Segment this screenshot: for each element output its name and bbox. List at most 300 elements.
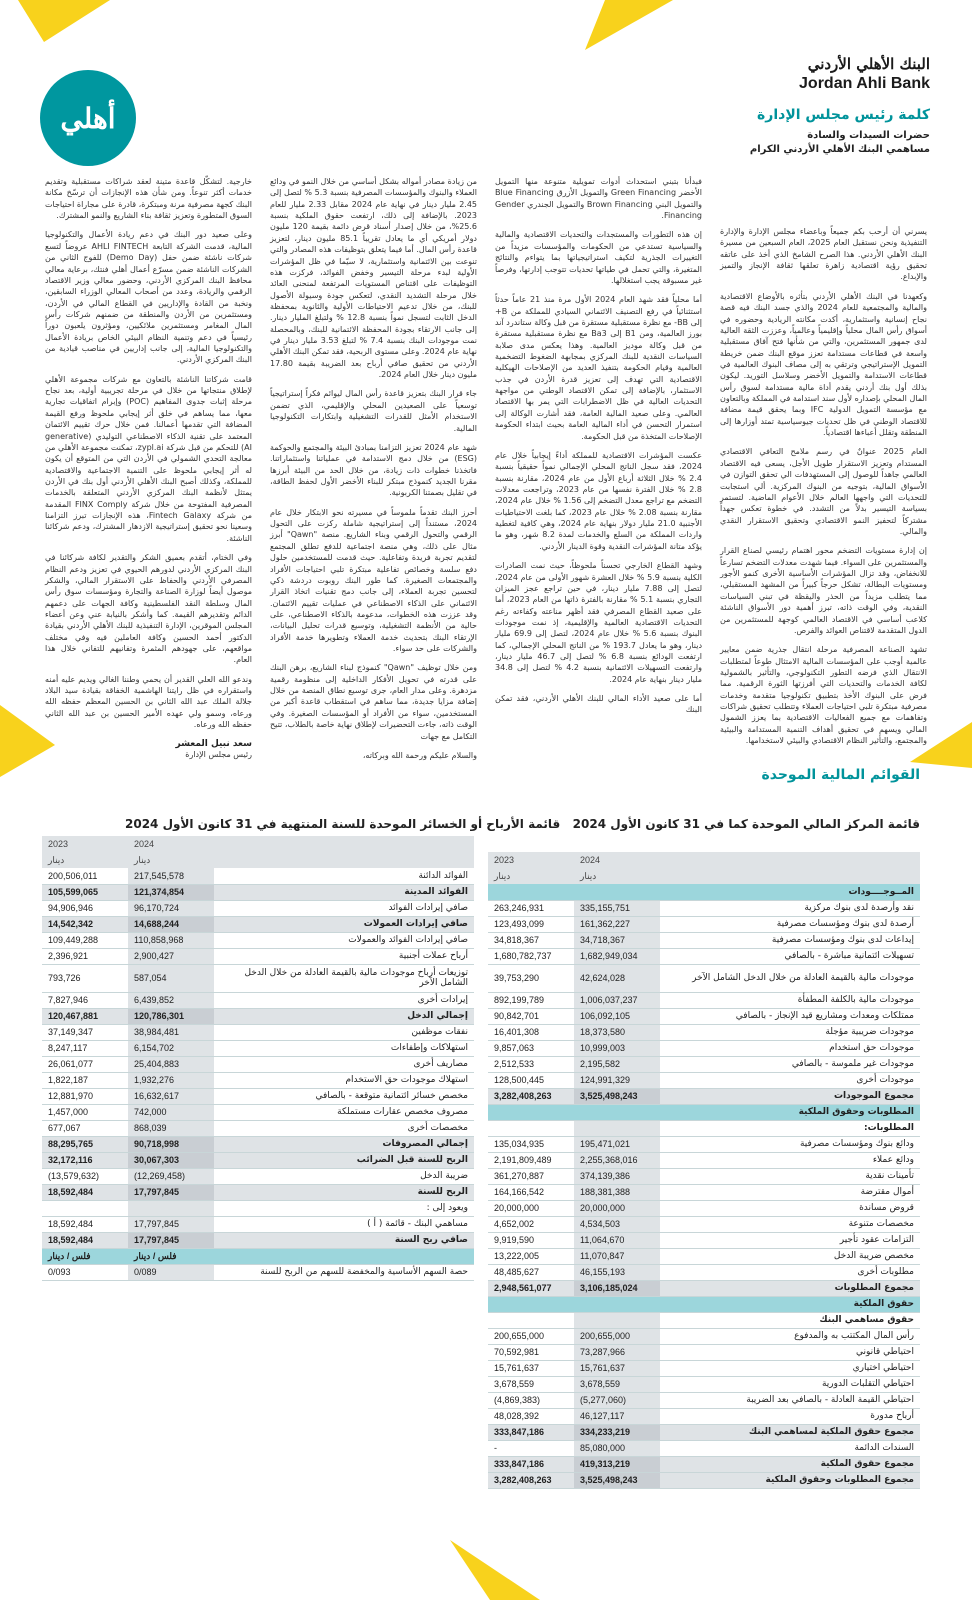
value-2023: 2,191,809,489 (488, 1152, 574, 1168)
row-label: استهلاكات وإطفاءات (214, 1040, 474, 1056)
row-label: حقوق الملكية (660, 1296, 920, 1312)
value-2024: 3,678,559 (574, 1376, 660, 1392)
header-blank (660, 852, 920, 868)
salutation (610, 129, 930, 156)
value-2023: 34,818,367 (488, 932, 574, 948)
value-2024: 73,287,966 (574, 1344, 660, 1360)
value-2024: 96,170,724 (128, 900, 214, 916)
value-2023: 9,857,063 (488, 1040, 574, 1056)
paragraph: ومن خلال توظيف "Qawn" كنموذج لبناء الشاريع، برهن البنك على قدرته في تحويل الأفكار الداخلية إلى منظومة رقمية مزدهرة. وعلى مدار العام، جرى توسيع نطاق المنصة من خلال إضافة مزايا جديدة، مما ساهم في استقطاب قاعدة أكبر من المستخدمين، سواء من الأفراد أو المؤسسات الصغيرة. وفي الوقت ذاته، جاءت التحضيرات لإطلاق نهاية خاصة بالطلاب، تتيح التكامل مع جهات (270, 663, 477, 741)
row-label: صافي إيرادات الفوائد والعمولات (214, 932, 474, 948)
value-2023: 128,500,445 (488, 1072, 574, 1088)
yellow-triangle-top-left (0, 0, 130, 60)
value-2024: 6,439,852 (128, 992, 214, 1008)
value-2024: 6,154,702 (128, 1040, 214, 1056)
table-row (488, 1312, 920, 1328)
row-label: مخصص خسائر ائتمانية متوقعة - بالصافي (214, 1088, 474, 1104)
value-2024: 195,471,021 (574, 1136, 660, 1152)
value-2024: 17,797,845 (128, 1184, 214, 1200)
table-row (488, 884, 920, 900)
table-row (488, 1168, 920, 1184)
value-2023: 26,061,077 (42, 1056, 128, 1072)
value-2024 (574, 1296, 660, 1312)
table-row (488, 1184, 920, 1200)
row-label: المطلوبات: (660, 1120, 920, 1136)
value-2023: 2,512,533 (488, 1056, 574, 1072)
letter-column-3 (270, 176, 478, 760)
table-row (488, 1328, 920, 1344)
row-label: الفوائد المدينة (214, 884, 474, 900)
value-2024: 14,688,244 (128, 916, 214, 932)
row-label: المــوجــــودات (660, 884, 920, 900)
signature-name: سعد نبيل المعشر (175, 738, 252, 749)
header-year-2023: 2023 (488, 852, 574, 868)
table-row (42, 1056, 474, 1072)
bank-name-english: Jordan Ahli Bank (799, 75, 930, 92)
paragraph: إن إدارة مستويات التضخم محور اهتمام رئيسي لصناع القرار والمستثمرين على السواء. فيما شهدت معدلات التضخم تسارعاً للانخفاض، وقد تزال المؤشرات الأساسية الأخرى كنمو الأجور ومستويات البطالة، تشكل حرجاً كبيراً من المشهد المستقبلي، مما يتطلب مزيداً من الحذر واليقظة في تبني السياسات النقدية، وفي الوقت ذاته، تبرز أهمية دور الأسواق الناشئة كلاعب أساسي في الاقتصاد العالمي كوجهة للمستثمرين من الدول المتقدمة لاقتناص العوائد والفرص. (720, 546, 927, 635)
value-2024: 46,127,117 (574, 1408, 660, 1424)
row-label: موجودات مالية بالقيمة العادلة من خلال الدخل الشامل الآخر (660, 964, 920, 992)
table-row (42, 948, 474, 964)
value-2023: 892,199,789 (488, 992, 574, 1008)
value-2024: فلس / دينار (128, 1248, 214, 1264)
value-2023: 2,948,561,077 (488, 1280, 574, 1296)
value-2023: 8,247,117 (42, 1040, 128, 1056)
table-row (42, 916, 474, 932)
row-label: تأمينات نقدية (660, 1168, 920, 1184)
table-row (488, 1040, 920, 1056)
salutation-line-1: حضرات السيدات والسادة (807, 130, 930, 141)
value-2024: 200,655,000 (574, 1328, 660, 1344)
table-row (488, 1344, 920, 1360)
value-2023: 2,396,921 (42, 948, 128, 964)
paragraph: من زيادة مصادر أمواله بشكل أساسي من خلال النمو في ودائع العملاء والبنوك والمؤسسات المصرفية بنسبة 5.3 % لتصل إلى 2.45 مليار دينار في نهاية عام 2024 مقابل 2.33 مليار للعام 2023. بالإضافة إلى ذلك، ارتفعت حقوق الملكية بنسبة 25.6%، من خلال إصدار أسناد قرض دائمة بقيمة 120 مليون دولار أمريكي أي ما يعادل تقريباً 85.1 مليون دينار، لتعزيز قاعدة رأس المال. أما فيما يتعلق بتوظيفات هذه المصادر والتي تنوعت بين الائتمانية واستثمارية، لا سيّما في ظل المؤشرات الأولية لبدء مرحلة التيسير وخفض الفوائد، فركزت هذه التوظيفات على اقتناص المستويات المرتفعة لمنحنى العائد خلال مرحلة التشديد النقدي، لتعكس جودة وسيولة الأصول للبنك، من خلال تدعيم الاحتياطات الأولية والثانوية بمحفظة الدخل الثابت لتسجل نمواً بنسبة 12.8 % ولتبلغ المليار دينار. إلى جانب الارتقاء بجودة المحفظة الائتمانية للبنك، وبالمحصلة نمت موجودات البنك بنسبة 7.4 % لتبلغ 3.53 مليار دينار في نهاية عام 2024. وعلى مستوى الربحية، فقد تمكن البنك الأهلي الأردني من تحقيق صافي أرباح بعد الضريبة بقيمة 17.80 مليون دينار خلال العام 2024. (270, 177, 478, 380)
row-label: مخصصات أخرى (214, 1120, 474, 1136)
paragraph: أما محلياً فقد شهد العام 2024 الأول مرة منذ 21 عاماً حدثاً استثنائياً في رفع التصنيف الائتماني السيادي للمملكة من B+ إلى BB- مع نظرة مستقبلية مستقرة من قبل وكالة ستاندرد آند بورز العالمية، ومن B1 إلى Ba3 مع نظرة مستقبلية مستقرة من قبل وكالة موديز العالمية. وهذا يعكس مدى صلابة السياسات النقدية للبنك المركزي بمجابهة الضغوط التضخمية العالمية وقيام الحكومة بتنفيذ العديد من الإصلاحات الهيكلية الاقتصادية التي تهدف إلى تعزيز قدرة الأردن في جذب الاستثمار، بالإضافة إلى تمكن الاقتصاد الوطني من مواجهة التحديات العالية في ظل الاضطرابات التي يمر بها الاقتصاد العالمي. وعلى صعيد المالية العامة، فقد أشارت الوكالة إلى استمرار التحسن في أداء المالية العامة بحيث ابتداء الحكومة الإصلاحات المتخذة من قبل الحكومة. (495, 295, 703, 441)
row-label: ودائع بنوك ومؤسسات مصرفية (660, 1136, 920, 1152)
value-2023: 677,067 (42, 1120, 128, 1136)
value-2024: 868,039 (128, 1120, 214, 1136)
row-label: أموال مقترضة (660, 1184, 920, 1200)
row-label: إيداعات لدى بنوك ومؤسسات مصرفية (660, 932, 920, 948)
value-2023: 3,282,408,263 (488, 1088, 574, 1104)
yellow-triangle-top-center (555, 0, 685, 60)
ahli-logo: أهلي (40, 70, 136, 166)
row-label: احتياطي قانوني (660, 1344, 920, 1360)
row-label: احتياطي التقلبات الدورية (660, 1376, 920, 1392)
report-header (610, 55, 930, 156)
row-label: موجودات حق استخدام (660, 1040, 920, 1056)
row-label: مطلوبات أخرى (660, 1264, 920, 1280)
value-2023: 15,761,637 (488, 1360, 574, 1376)
value-2023: 13,222,005 (488, 1248, 574, 1264)
table-row (488, 1104, 920, 1120)
income-statement-table (42, 836, 474, 1281)
row-label: أرباح مدورة (660, 1408, 920, 1424)
value-2024: 38,984,481 (128, 1024, 214, 1040)
signature-title: رئيس مجلس الإدارة (185, 749, 252, 759)
row-label: مجموع المطلوبات (660, 1280, 920, 1296)
table-row (488, 1264, 920, 1280)
value-2024 (574, 1104, 660, 1120)
salutation-line-2: مساهمي البنك الأهلي الأردني الكرام (749, 143, 930, 155)
table-row (42, 1088, 474, 1104)
table-row (42, 1008, 474, 1024)
row-label: صافي إيرادات الفوائد (214, 900, 474, 916)
value-2023: 0/093 (42, 1264, 128, 1280)
row-label (214, 1248, 474, 1264)
value-2024: 1,682,949,034 (574, 948, 660, 964)
row-label: مخصص ضريبة الدخل (660, 1248, 920, 1264)
table-row (488, 1120, 920, 1136)
paragraph: وشهد القطاع الخارجي تحسناً ملحوظاً، حيث نمت الصادرات الكلية بنسبة 5.9 % خلال العشرة شهور الأولى من عام 2024، لتصل إلى 7.88 مليار دينار، في حين تراجع عجز الميزان التجاري بنسبة 5.1 % مقارنة بالفترة ذاتها من العام 2023، أما على صعيد القطاع المصرفي فقد أظهر مناعته وكفاءته رغم التحديات الاقتصادية العالمية والإقليمية، إذ نمت موجودات البنوك بنسبة 5.6 % خلال عام 2024، لتصل إلى 69.9 مليار دينار، وهو ما يعادل 193.7 % من الناتج المحلي الإجمالي، كما ارتفعت الودائع بنسبة 6.8 % لتصل إلى 46.7 مليار دينار، وارتفعت التسهيلات الائتمانية بنسبة 4.2 % لتصل إلى 34.8 مليار دينار بنهاية عام 2024. (495, 561, 703, 684)
paragraph: قامت شركاتنا الناشئة بالتعاون مع شركات مجموعة الأهلي لإطلاق منتجاتها من خلال في مرحلة تجريبية أولية، بعد نجاح مرحلة إثبات جدوى المفاهيم (POC) وإبرام اتفاقيات تجارية معها، مما يساهم في خلق أثر إيجابي ملحوظ ورفع القيمة المضافة التي تقدمها أعمالنا. فمن خلال حرك تقييم الائتمان المعتمد على تقنية الذكاء الاصطناعي التوليدي (generative AI) للتحكم من قبل شركة zypl.ai، تمكنت مجموعة الأهلي من معالجة التحدي الشمولي في الأردن التي من المتوقع أن يكون له أثر إيجابي ملحوظ على التنمية الاجتماعية والاقتصادية للمملكة، وكذلك أصبح البنك الأهلي الأردني أول بنك في الأردن يمتثل لأنظمة البنك المركزي الأردني المتعلقة بالخدمات المصرفية المفتوحة من خلال شركة FINX Comply المقدمة من شركة Fintech Galaxy، هذه الإنجازات تبرز التزامنا وسعينا نحو تحقيق إستراتيجية الازدهار المشترك، ودعم شركائنا الناشئة. (45, 374, 253, 543)
paragraph: يسرني أن أرحب بكم جميعاً وباعضاء مجلس الإدارة والإدارة التنفيذية ونحن نستقبل العام 2025، العام السبعين من مسيرة البنك الأهلي الأردني. هذا الصرح الشامخ الذي أخذ على عاتقه تحقيق رؤية اقتصادية زاهرة تعلقها ثقافة الإنجاز والتميز والإبداع. (720, 227, 927, 282)
header-blank (214, 852, 474, 868)
value-2024: 188,381,388 (574, 1184, 660, 1200)
value-2024: 25,404,883 (128, 1056, 214, 1072)
paragraph: وكعهدنا في البنك الأهلي الأردني بتأثره بالأوضاع الاقتصادية والمالية والمجتمعية للعام 2024 والذي جسد البنك فيه قصة نجاح إنسانية واستثمارية، أكدت مكانته الريادية وحضوره في أسواق رأس المال محلياً وإقليمياً وعالمياً، وعززت الثقة العالية لدى جمهور المستثمرين، والتي من شأنها فتح آفاق مستقبلية واسعة في قطاعات مستدامة تعزز موقع البنك ضمن خريطة التمويل الإستراتيجي وترتقي به إلى مصاف البنوك العالمية في قطاعات الاستدامة والتمويل الأخضر وسلاسل التوريد. ليكون بذلك أول بنك أردني يقدم أداة مالية مستدامة لسوق رأس المال المحلي بإصداره لأول سند استدامة في المملكة وبالتعاون مع مؤسسة التمويل الدولية IFC وبما يحقق قيمة مضافة للاقتصاد الوطني في ظل تحديات جيوسياسية تمتد أوزارها إلى المنطقة وتقلل أعباءها اقتصادياً. (720, 291, 927, 438)
value-2023: 48,028,392 (488, 1408, 574, 1424)
table-header-years (42, 836, 474, 852)
header-blank (214, 836, 474, 852)
row-label: مجموع الموجودات (660, 1088, 920, 1104)
value-2023: (4,869,383) (488, 1392, 574, 1408)
value-2024: 16,632,617 (128, 1088, 214, 1104)
balance-sheet-title: قائمة المركز المالي الموحدة كما في 31 كانون الأول 2024 (572, 817, 920, 831)
row-label: مصروف مخصص عقارات مستملكة (214, 1104, 474, 1120)
row-label: حقوق مساهمي البنك (660, 1312, 920, 1328)
table-row (488, 1056, 920, 1072)
row-label: استهلاك موجودات حق الاستخدام (214, 1072, 474, 1088)
value-2024: 2,255,368,016 (574, 1152, 660, 1168)
paragraph: إن هذه التطورات والمستجدات والتحديات الاقتصادية والمالية والسياسية تستدعي من الحكومات والمؤسسات مزيداً من التغييرات الجذرية لتكيف استراتيجياتها بما يتواءم والنتائج المتغيرة، والتي تحمل في طياتها تحديات تتوجب إدارتها، وفرصاً غير مسبوقة يجب استغلالها. (495, 230, 702, 285)
value-2024: 30,067,303 (128, 1152, 214, 1168)
value-2024: 2,195,582 (574, 1056, 660, 1072)
value-2024: 3,106,185,024 (574, 1280, 660, 1296)
row-label: احتياطي القيمة العادلة - بالصافي بعد الضريبة (660, 1392, 920, 1408)
paragraph: أما على صعيد الأداء المالي للبنك الأهلي الأردني، فقد تمكن البنك (495, 694, 702, 715)
value-2023: 333,847,186 (488, 1424, 574, 1440)
value-2023: 793,726 (42, 964, 128, 992)
value-2023: - (488, 1440, 574, 1456)
value-2024: 124,991,329 (574, 1072, 660, 1088)
value-2023: 200,506,011 (42, 868, 128, 884)
paragraph: خارجية. لتشكّل قاعدة متينة لعقد شراكات مستقبلية وتقديم خدمات أكثر تنوعاً. ومن شأن هذه الإنجازات أن ترسّخ مكانة البنك كجهة مصرفية مرنة ومبتكرة، قادرة على مجاراة احتياجات السوق المتطورة وتعزيز ثقافة بناء الشاريع والنمو المشترك. (45, 177, 252, 221)
table-row (488, 1360, 920, 1376)
table-row (488, 992, 920, 1008)
value-2023: 1,822,187 (42, 1072, 128, 1088)
paragraph: عكست المؤشرات الاقتصادية للمملكة أداءً إيجابياً خلال عام 2024، فقد سجل الناتج المحلي الإجمالي نمواً حقيقياً بنسبة 2.4 % خلال الثلاثة أرباع الأول من عام 2024، مقارنة بنسبة 2.8 % خلال الفترة نفسها من عام 2023، وتراجعت معدلات التضخم مع تراجع معدل التضخم إلى 1.56 % خلال عام 2024، مقارنة بنسبة 2.08 % خلال عام 2023، كما بلغت الاحتياطيات الأجنبية 21.0 مليار دولار بنهاية عام 2024، وهي كافية لتغطية واردات المملكة من السلع والخدمات لمدة 8.2 شهر، وهو ما يؤكد متانة المؤشرات النقدية وقوة الدينار الأردني. (495, 450, 703, 551)
table-header-units (42, 852, 474, 868)
table-row (42, 1184, 474, 1200)
header-unit-2023: دينار (42, 852, 128, 868)
header-year-2024: 2024 (574, 852, 660, 868)
table-row (488, 916, 920, 932)
value-2024: 1,006,037,237 (574, 992, 660, 1008)
table-row (488, 1392, 920, 1408)
paragraph: وفي الختام، أتقدم بعميق الشكر والتقدير لكافة شركائنا في البنك المركزي الأردني لدورهم الحيوي في تعزيز ودعم النظام المصرفي الأردني والحفاظ على الاستقرار المالي، والشكر موصول أيضاً لوزارة الصناعة والتجارة ومؤسسات سوق رأس المال وسلطة النقد الفلسطينية وكافة الجهات على دعمهم الدائم وتقديرهم القيمة. كما وأشكر بالنيابة عني وعن أعضاء المجلس الموقرين، الإدارة التنفيذية للبنك الأهلي الأردني بقيادة الدكتور أحمد الحسين وكافة العاملين فيه وفي مختلف مواقعهم، على جهودهم المثمرة وتفانيهم للتفاني خلال هذا العام. (45, 553, 252, 665)
value-2024: 334,233,219 (574, 1424, 660, 1440)
row-label: رأس المال المكتتب به والمدفوع (660, 1328, 920, 1344)
letter-column-2 (495, 176, 703, 715)
value-2023: 18,592,484 (42, 1216, 128, 1232)
table-row (488, 1376, 920, 1392)
value-2023 (42, 1200, 128, 1216)
header-unit-2024: دينار (128, 852, 214, 868)
value-2024: 11,064,670 (574, 1232, 660, 1248)
value-2023: 48,485,627 (488, 1264, 574, 1280)
table-row (488, 1136, 920, 1152)
row-label: موجودات غير ملموسة - بالصافي (660, 1056, 920, 1072)
table-row (488, 1248, 920, 1264)
value-2024: 1,932,276 (128, 1072, 214, 1088)
table-row (42, 1072, 474, 1088)
row-label: الربح للسنة قبل الضرائب (214, 1152, 474, 1168)
row-label: احتياطي اختياري (660, 1360, 920, 1376)
table-row (42, 1152, 474, 1168)
header-unit-2023: دينار (488, 868, 574, 884)
value-2024: 15,761,637 (574, 1360, 660, 1376)
value-2024: 110,858,968 (128, 932, 214, 948)
value-2024: 90,718,998 (128, 1136, 214, 1152)
value-2023: 1,680,782,737 (488, 948, 574, 964)
value-2023: 164,166,542 (488, 1184, 574, 1200)
value-2024: 742,000 (128, 1104, 214, 1120)
value-2023: 263,246,931 (488, 900, 574, 916)
value-2023: 20,000,000 (488, 1200, 574, 1216)
paragraph: فبدأنا بتبني استحداث أدوات تمويلية متنوعة منها التمويل الأخضر Green Financing والتمويل الأزرق Blue Financing والتمويل البني Brown Financing والتمويل الجندري Gender Financing. (495, 177, 703, 221)
value-2023 (488, 1296, 574, 1312)
paragraph: وعلى صعيد دور البنك في دعم ريادة الأعمال والتكنولوجيا المالية، قدمت الشركة التابعة AHLI FINTECH عروضاً لتسع شركات ناشئة ضمن حفل (Demo Day) للفوج الثاني من الشركات الناشئة ضمن مسرّع أعمال أهلي فنتك، برعاية معالي محافظ البنك المركزي الأردني، وحضور معالي وزير الاقتصاد الرقمي والريادة، وعدد من أصحاب المعالي الوزراء السابقين، ونخبة من القادة والإداريين في القطاع المالي في الأردن، ومستثمرين من الأردن والمنطقة من ضمنهم شركات رأس المال المغامر ومستثمرين ملائكيين، ومؤثرون يلعبون دوراً رئيسياً في دعم وتنمية النظام البيئي الخاص بريادة الأعمال والتكنولوجيا المالية، إلى جانب إداريين في مناصب قيادية من البنك المركزي الأردني. (45, 230, 252, 365)
value-2024: 10,999,003 (574, 1040, 660, 1056)
value-2023: 88,295,765 (42, 1136, 128, 1152)
letter-column-4 (45, 176, 253, 759)
value-2023: 90,842,701 (488, 1008, 574, 1024)
value-2023: 3,282,408,263 (488, 1472, 574, 1488)
value-2024: 120,786,301 (128, 1008, 214, 1024)
table-row (488, 1072, 920, 1088)
value-2023: 9,919,590 (488, 1232, 574, 1248)
income-statement-title: قائمة الأرباح أو الخسائر الموحدة للسنة المنتهية في 31 كانون الأول 2024 (125, 817, 561, 831)
chairman-message-title: كلمة رئيس مجلس الإدارة (757, 107, 930, 123)
row-label: صافي إيرادات العمولات (214, 916, 474, 932)
value-2024: 18,373,580 (574, 1024, 660, 1040)
value-2024: 20,000,000 (574, 1200, 660, 1216)
table-row (488, 1232, 920, 1248)
table-row (488, 1456, 920, 1472)
table-row (488, 1152, 920, 1168)
value-2023: 135,034,935 (488, 1136, 574, 1152)
value-2023: 7,827,946 (42, 992, 128, 1008)
value-2023: 12,881,970 (42, 1088, 128, 1104)
row-label: الفوائد الدائنة (214, 868, 474, 884)
value-2024 (128, 1200, 214, 1216)
table-row (42, 884, 474, 900)
value-2024: 217,545,578 (128, 868, 214, 884)
table-row (42, 1104, 474, 1120)
table-row (42, 1120, 474, 1136)
closing-greeting: والسلام عليكم ورحمة الله وبركاته، (362, 750, 477, 760)
value-2023: 333,847,186 (488, 1456, 574, 1472)
value-2023: 1,457,000 (42, 1104, 128, 1120)
paragraph: العام 2025 عنوانٌ في رسم ملامح التعافي الاقتصادي المستدام وتعزيز الاستقرار طويل الأجل، يسعى فيه الاقتصاد العالمي جاهداً للوصول إلى المستهدفات الي تحقق التوازن في الأسواق المالية، بتوجيه من البنوك المركزية. ألي استجابت للتحديات التي واجهها العالم خلال الأعوام الماضية. لتستمر بسياسة التيسير بدلاً من التشدد. في خطوة تعكس جهداً مشتركاً لتحفيز النمو الاقتصادي وتحقيق الاستقرار النقدي والمالي. (720, 447, 928, 536)
table-row (488, 964, 920, 992)
value-2023: 123,493,099 (488, 916, 574, 932)
row-label: ويعود إلى : (214, 1200, 474, 1216)
row-label: حصة السهم الأساسية والمخفضة للسهم من الربح للسنة (214, 1264, 474, 1280)
value-2023: 3,678,559 (488, 1376, 574, 1392)
row-label: المطلوبات وحقوق الملكية (660, 1104, 920, 1120)
table-row (42, 868, 474, 884)
table-row (488, 1424, 920, 1440)
value-2024: (5,277,060) (574, 1392, 660, 1408)
table-row (488, 900, 920, 916)
table-row (488, 1216, 920, 1232)
paragraph: أحرز البنك تقدماً ملموساً في مسيرته نحو الابتكار خلال عام 2024، مستنداً إلى إستراتيجية شاملة ركزت على التحول الرقمي والتحول الرقمي وبناء الشاريع. منصة "Qawn" أبرز مثال على ذلك، وهي منصة اجتماعية للدفع تطلق المجتمع لتقديم تجربة فريدة وتفاعلية. حيث قدمت للمستخدمين حلول دفع سلسة وخصائص تفاعلية مبتكرة تلبي احتياجات الأفراد والمجتمعات الصغيرة. كما طور البنك روبوت دردشة ذكي لتحسين تجربة العملاء، إلى جانب دمج تقنيات اتخاذ القرار الائتماني على الذكاء الاصطناعي في عمليات تقييم الائتمان. وقد عززت هذه الخطوات، مدعومة بالذكاء الاصطناعي، على حالية من الأنظمة التشغيلية، وتوسيع قدرات تحليل البيانات، الإرتقاء البنك بتحديث خدمة العملاء وتطويرها خدمة الأفراد والشركات على حد سواء. (270, 507, 478, 654)
header-year-2023: 2023 (42, 836, 128, 852)
value-2024: 3,525,498,243 (574, 1472, 660, 1488)
bank-name-arabic: البنك الأهلي الأردني (807, 55, 930, 73)
value-2024: 161,362,227 (574, 916, 660, 932)
value-2024: 85,080,000 (574, 1440, 660, 1456)
row-label: إجمالي المصروفات (214, 1136, 474, 1152)
value-2024 (574, 1312, 660, 1328)
row-label: التزامات عقود تأجير (660, 1232, 920, 1248)
row-label: مخصصات متنوعة (660, 1216, 920, 1232)
value-2024: 3,525,498,243 (574, 1088, 660, 1104)
table-row (488, 1472, 920, 1488)
value-2024: 42,624,028 (574, 964, 660, 992)
table-row (488, 932, 920, 948)
value-2023: 16,401,308 (488, 1024, 574, 1040)
value-2023: 37,149,347 (42, 1024, 128, 1040)
value-2024: 2,900,427 (128, 948, 214, 964)
value-2023: 105,599,065 (42, 884, 128, 900)
value-2023 (488, 1120, 574, 1136)
header-blank (660, 868, 920, 884)
value-2024: 121,374,854 (128, 884, 214, 900)
row-label: أرباح عملات أجنبية (214, 948, 474, 964)
table-row (488, 1088, 920, 1104)
table-row (42, 1136, 474, 1152)
table-row (42, 1248, 474, 1264)
value-2023: 18,592,484 (42, 1184, 128, 1200)
table-row (42, 932, 474, 948)
row-label: الربح للسنة (214, 1184, 474, 1200)
value-2023: 39,753,290 (488, 964, 574, 992)
value-2024: 587,054 (128, 964, 214, 992)
value-2024: 374,139,386 (574, 1168, 660, 1184)
value-2024: 335,155,751 (574, 900, 660, 916)
table-row (42, 992, 474, 1008)
value-2024: 106,092,105 (574, 1008, 660, 1024)
yellow-triangle-bottom-center (440, 1535, 550, 1600)
paragraph: وندعو الله العلي القدير أن يحمي وطننا الغالي ويديم عليه أمنه واستقراره في ظل رايتنا الهاشمية الخفاقة بقيادة سيد البلاد جلالة الملك عبد الله الثاني بن الحسين المعظم حفظه الله ورعاه، وسمو ولي عهده الأمير الحسين بن عبد الله الثاني حفظه الله ورعاه. (45, 674, 252, 730)
table-row (42, 964, 474, 992)
table-row (42, 1168, 474, 1184)
table-row (42, 1200, 474, 1216)
value-2023: 4,652,002 (488, 1216, 574, 1232)
row-label: ممتلكات ومعدات ومشاريع قيد الإنجاز - بالصافي (660, 1008, 920, 1024)
value-2024 (574, 884, 660, 900)
value-2024: 11,070,847 (574, 1248, 660, 1264)
row-label: ودائع عملاء (660, 1152, 920, 1168)
table-row (488, 1280, 920, 1296)
value-2024: 34,718,367 (574, 932, 660, 948)
financial-statements-title: القوائم المالية الموحدة (761, 767, 920, 783)
value-2023 (488, 1312, 574, 1328)
row-label: مصاريف أخرى (214, 1056, 474, 1072)
table-header-units (488, 868, 920, 884)
value-2023: (13,579,632) (42, 1168, 128, 1184)
paragraph: تشهد الصناعة المصرفية مرحلة انتقال جذرية ضمن معايير عالمية أوجب على المؤسسات المالية الامتثال طوعاً لمتطلبات الانتقال الذي فرضه التطور التكنولوجي، والتأثير بالشمولية لكافة الخدمات والتحديات التي أفرزتها الثورة الرقمية. مما فرض على البنوك الأخذ بتطبيق تكنولوجيا متقدمة وخدمات مصرفية مبتكرة تلبي احتياجات العملاء وتتطلب تحقيق شراكات وتفاهمات مع جميع الفعاليات الاقتصادية بما يعزز الشمول المالي ويسهم في تحقيق أهداف التنمية المستدامة والبيئية والمجتمع، والتأثير النظام الاقتصادي والبيئي لاستخدامها. (720, 645, 927, 746)
chairman-letter (45, 176, 928, 760)
value-2024: 46,155,193 (574, 1264, 660, 1280)
row-label: نفقات موظفين (214, 1024, 474, 1040)
value-2024: 0/089 (128, 1264, 214, 1280)
balance-sheet-table (488, 852, 920, 1489)
table-row (42, 1040, 474, 1056)
value-2023 (488, 1104, 574, 1120)
header-unit-2024: دينار (574, 868, 660, 884)
header-year-2024: 2024 (128, 836, 214, 852)
value-2023: 14,542,342 (42, 916, 128, 932)
row-label: موجودات ضريبية مؤجلة (660, 1024, 920, 1040)
value-2023: 120,467,881 (42, 1008, 128, 1024)
row-label: موجودات أخرى (660, 1072, 920, 1088)
row-label: مجموع حقوق الملكية (660, 1456, 920, 1472)
value-2023: 32,172,116 (42, 1152, 128, 1168)
row-label: توزيعات أرباح موجودات مالية بالقيمة العادلة من خلال الدخل الشامل الآخر (214, 964, 474, 992)
table-row (488, 1200, 920, 1216)
value-2024: 17,797,845 (128, 1232, 214, 1248)
row-label: نقد وأرصدة لدى بنوك مركزية (660, 900, 920, 916)
row-label: أرصدة لدى بنوك ومؤسسات مصرفية (660, 916, 920, 932)
row-label: تسهيلات ائتمانية مباشرة - بالصافي (660, 948, 920, 964)
row-label: قروض مساندة (660, 1200, 920, 1216)
value-2023 (488, 884, 574, 900)
value-2024: 17,797,845 (128, 1216, 214, 1232)
table-row (42, 1232, 474, 1248)
table-row (488, 1024, 920, 1040)
value-2023: 18,592,484 (42, 1232, 128, 1248)
table-row (42, 900, 474, 916)
table-row (488, 948, 920, 964)
paragraph: شهد عام 2024 تعزيز التزامنا بمبادئ البيئة والمجتمع والحوكمة (ESG) من خلال دمج الاستدامة في عملياتنا واستثماراتنا. فاتخذنا خطوات ذات زيادة، من خلال الحد من البيئة أبرزها مقرنا الجديد كنموذج مبتكر للبناء الأخضر الأول لحفظ الطاقة، في تقليل بصمتنا الكربونية. (270, 442, 477, 498)
letter-column-1 (720, 176, 928, 746)
value-2023: 361,270,887 (488, 1168, 574, 1184)
value-2023: 200,655,000 (488, 1328, 574, 1344)
table-row (42, 1216, 474, 1232)
row-label: ضريبة الدخل (214, 1168, 474, 1184)
value-2023: فلس / دينار (42, 1248, 128, 1264)
table-row (488, 1440, 920, 1456)
row-label: إجمالي الدخل (214, 1008, 474, 1024)
value-2024: 419,313,219 (574, 1456, 660, 1472)
paragraph: جاء قرار البنك بتعزيز قاعدة رأس المال ليوائم فكراً إستراتيجياً توسعياً على الصعيدين المحلي والإقليمي، الذي تضمن الاستخدام الأمثل للقدرات التشغيلية وابتكارات التكنولوجيا المالية. (270, 389, 477, 433)
table-row (488, 1408, 920, 1424)
row-label: مجموع حقوق الملكية لمساهمي البنك (660, 1424, 920, 1440)
row-label: موجودات مالية بالكلفة المطفأة (660, 992, 920, 1008)
row-label: السندات الدائمة (660, 1440, 920, 1456)
value-2024 (574, 1120, 660, 1136)
table-header-years (488, 852, 920, 868)
table-row (42, 1264, 474, 1280)
table-row (42, 1024, 474, 1040)
row-label: مساهمي البنك - قائمة ( أ ) (214, 1216, 474, 1232)
value-2023: 94,906,946 (42, 900, 128, 916)
